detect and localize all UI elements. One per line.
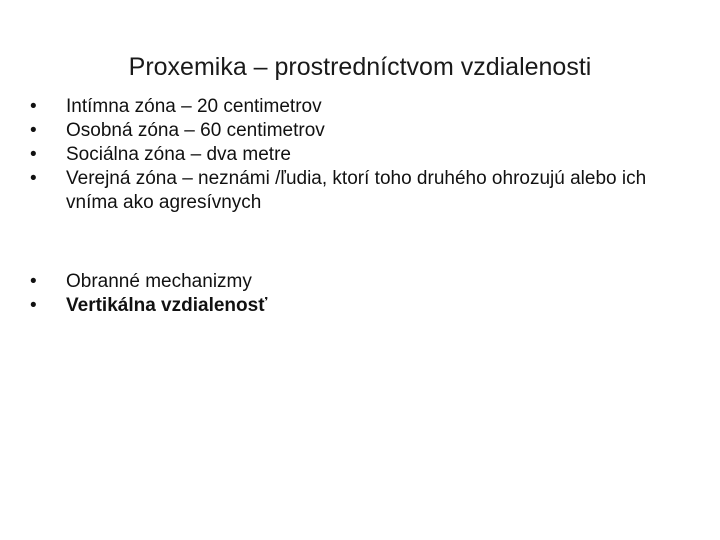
list-item-text: Intímna zóna – 20 centimetrov (66, 96, 322, 117)
bullet-icon: • (30, 120, 37, 141)
zones-list (30, 95, 700, 215)
list-item-intimate-zone (30, 95, 700, 119)
list-item-public-zone (30, 167, 700, 215)
list-item-text: Verejná zóna – neznámi /ľudia, ktorí toho druhého ohrozujú alebo ich vníma ako agresívnych (66, 168, 647, 213)
bullet-icon: • (30, 144, 37, 165)
bullet-icon: • (30, 295, 37, 316)
list-item-personal-zone (30, 119, 700, 143)
bullet-icon: • (30, 96, 37, 117)
list-item-text: Sociálna zóna – dva metre (66, 144, 291, 165)
list-item-defense-mechanisms (30, 270, 700, 294)
bullet-icon: • (30, 271, 37, 292)
list-item-vertical-distance (30, 294, 700, 318)
bullet-icon: • (30, 168, 37, 189)
list-item-text: Vertikálna vzdialenosť (66, 295, 268, 316)
slide-title: Proxemika – prostredníctvom vzdialenosti (128, 53, 592, 81)
list-item-text: Obranné mechanizmy (66, 271, 252, 292)
extra-list (30, 270, 700, 318)
list-item-text: Osobná zóna – 60 centimetrov (66, 120, 325, 141)
list-item-social-zone (30, 143, 700, 167)
